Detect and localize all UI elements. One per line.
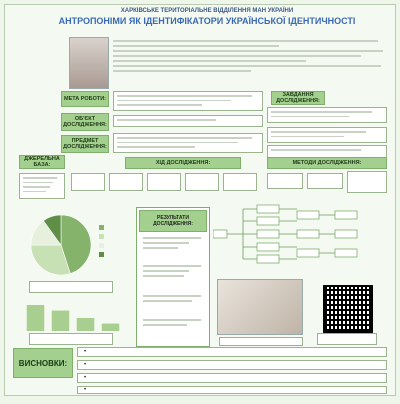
bar-1: [27, 305, 45, 331]
subject-text: [113, 133, 263, 153]
progress-step-2: [109, 173, 143, 191]
conclusion-2: [77, 360, 387, 370]
methods-label: МЕТОДИ ДОСЛІДЖЕННЯ:: [267, 157, 387, 169]
result-4: [143, 316, 201, 329]
conclusions-label: ВИСНОВКИ:: [13, 348, 73, 378]
tree-caption: [235, 269, 375, 275]
bar-3: [77, 318, 95, 331]
tasks-label: ЗАВДАННЯ ДОСЛІДЖЕННЯ:: [271, 91, 325, 105]
progress-step-4: [185, 173, 219, 191]
pie-legend-swatch-1: [99, 225, 104, 230]
conclusion-4: [77, 386, 387, 394]
task-1: [267, 107, 387, 123]
qr-caption: [317, 333, 377, 345]
progress-step-1: [71, 173, 105, 191]
poster: [4, 4, 396, 396]
conclusion-1: [77, 347, 387, 357]
sources-label: ДЖЕРЕЛЬНА БАЗА:: [19, 155, 65, 169]
method-1: [267, 173, 303, 189]
author-at-work-photo: [217, 279, 303, 335]
goal-label: МЕТА РОБОТИ:: [61, 91, 109, 107]
results-panel: [136, 207, 210, 347]
sources-text: [19, 173, 65, 199]
goal-text: [113, 91, 263, 111]
object-label: ОБ'ЄКТ ДОСЛІДЖЕННЯ:: [61, 113, 109, 131]
result-3: [143, 292, 201, 305]
object-text: [113, 115, 263, 127]
results-label: РЕЗУЛЬТАТИ ДОСЛІДЖЕННЯ:: [139, 210, 207, 232]
progress-step-5: [223, 173, 257, 191]
pie-legend-swatch-4: [99, 252, 104, 257]
qr-code[interactable]: [323, 285, 373, 333]
pie-chart-caption: [29, 281, 113, 293]
task-2: [267, 127, 387, 143]
result-1: [143, 234, 201, 252]
method-3: [347, 171, 387, 193]
pie-chart: [27, 211, 117, 279]
bar-chart: [23, 301, 123, 331]
author-photo: [69, 37, 109, 89]
subject-label: ПРЕДМЕТ ДОСЛІДЖЕННЯ:: [61, 135, 109, 153]
authors-block: [113, 37, 389, 87]
bar-4: [102, 324, 120, 331]
bar-chart-caption: [29, 333, 113, 345]
branch-name: ХАРКІВСЬКЕ ТЕРИТОРІАЛЬНЕ ВІДДІЛЕННЯ МАН УКРАЇНИ: [120, 8, 294, 14]
conclusion-3: [77, 373, 387, 383]
photo-caption: [219, 337, 303, 346]
progress-step-3: [147, 173, 181, 191]
poster-title: АНТРОПОНІМИ ЯК ІДЕНТИФІКАТОРИ УКРАЇНСЬКОЇ ІДЕНТИЧНОСТІ: [58, 16, 356, 26]
pie-legend-swatch-2: [99, 234, 104, 239]
pie-legend-swatch-3: [99, 243, 104, 248]
tree-diagram: [213, 203, 389, 265]
bar-2: [52, 311, 70, 331]
progress-label: ХІД ДОСЛІДЖЕННЯ:: [125, 157, 241, 169]
method-2: [307, 173, 343, 189]
result-2: [143, 262, 201, 280]
